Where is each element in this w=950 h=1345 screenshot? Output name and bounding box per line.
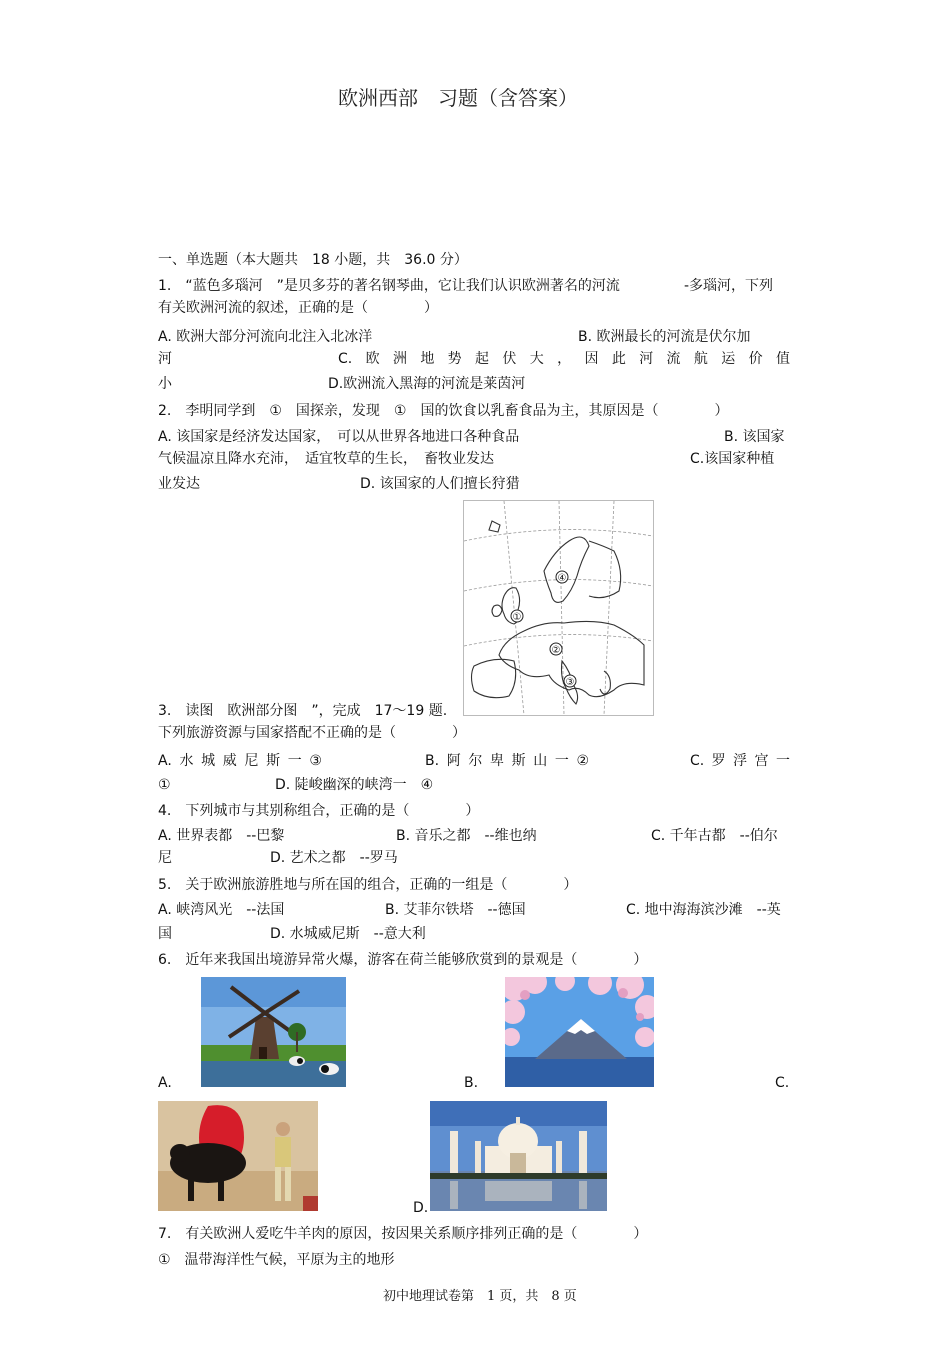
q1-option-c[interactable]: C. 欧 洲 地 势 起 伏 大 ， 因 此 河 流 航 运 价 值 xyxy=(338,351,790,367)
q6-label-d[interactable]: D. xyxy=(413,1200,429,1216)
q5-option-b[interactable]: B. 艾菲尔铁塔 --德国 xyxy=(385,902,526,918)
map-marker-4: ④ xyxy=(557,573,567,584)
bullfight-photo[interactable] xyxy=(158,1101,318,1211)
q2-option-a[interactable]: A. 该国家是经济发达国家， 可以从世界各地进口各种食品 xyxy=(158,429,520,445)
q1-option-b[interactable]: B. 欧洲最长的河流是伏尔加 xyxy=(578,329,751,345)
q4-option-c[interactable]: C. 千年古都 --伯尔 xyxy=(651,828,778,844)
q7-item-1: ① 温带海洋性气候，平原为主的地形 xyxy=(158,1252,395,1268)
q3-option-b[interactable]: B. 阿 尔 卑 斯 山 一 ② xyxy=(425,753,589,769)
q3-stem: 3. 读图 欧洲部分图 ”，完成 17～19 题. xyxy=(158,703,448,719)
q1-stem-line1-end: -多瑙河，下列 xyxy=(684,278,774,294)
europe-map xyxy=(463,500,654,716)
q2-option-b-cont: 气候温凉且降水充沛， 适宜牧草的生长， 畜牧业发达 xyxy=(158,451,494,467)
q3-option-c[interactable]: C. 罗 浮 宫 一 xyxy=(690,753,790,769)
q5-option-a[interactable]: A. 峡湾风光 --法国 xyxy=(158,902,285,918)
q3-stem-line2: 下列旅游资源与国家搭配不正确的是（ ） xyxy=(158,725,466,741)
page-footer: 初中地理试卷第 1 页，共 8 页 xyxy=(383,1289,577,1304)
q4-stem: 4. 下列城市与其别称组合，正确的是（ ） xyxy=(158,803,480,819)
q1-option-a[interactable]: A. 欧洲大部分河流向北注入北冰洋 xyxy=(158,329,373,345)
q7-stem: 7. 有关欧洲人爱吃牛羊肉的原因，按因果关系顺序排列正确的是（ ） xyxy=(158,1226,648,1242)
taj-mahal-photo[interactable] xyxy=(430,1101,607,1211)
windmill-photo[interactable] xyxy=(201,977,346,1087)
q5-option-d[interactable]: D. 水城威尼斯 --意大利 xyxy=(270,926,426,942)
q1-option-d[interactable]: D.欧洲流入黑海的河流是莱茵河 xyxy=(328,376,526,392)
q4-option-c-cont: 尼 xyxy=(158,850,172,866)
q3-option-d[interactable]: D. 陡峻幽深的峡湾一 ④ xyxy=(275,777,434,793)
map-marker-3: ③ xyxy=(565,677,575,688)
q4-option-d[interactable]: D. 艺术之都 --罗马 xyxy=(270,850,398,866)
q1-option-c-cont: 小 xyxy=(158,376,172,392)
q2-option-b[interactable]: B. 该国家 xyxy=(724,429,785,445)
q1-stem-line1: 1. “蓝色多瑙河 ”是贝多芬的著名钢琴曲，它让我们认识欧洲著名的河流 xyxy=(158,278,620,294)
q5-stem: 5. 关于欧洲旅游胜地与所在国的组合，正确的一组是（ ） xyxy=(158,877,578,893)
map-marker-1: ① xyxy=(512,612,522,623)
q4-option-b[interactable]: B. 音乐之都 --维也纳 xyxy=(396,828,537,844)
q5-option-c-cont: 国 xyxy=(158,926,172,942)
mount-fuji-cherry-blossom-photo[interactable] xyxy=(505,977,654,1087)
q3-option-a[interactable]: A. 水 城 威 尼 斯 一 ③ xyxy=(158,753,322,769)
q4-option-a[interactable]: A. 世界表都 --巴黎 xyxy=(158,828,285,844)
page-title: 欧洲西部 习题（含答案） xyxy=(338,86,578,110)
q6-label-b[interactable]: B. xyxy=(464,1075,479,1091)
q2-stem: 2. 李明同学到 ① 国探亲，发现 ① 国的饮食以乳畜食品为主，其原因是（ ） xyxy=(158,403,729,419)
q6-label-a[interactable]: A. xyxy=(158,1075,172,1091)
q2-option-c[interactable]: C.该国家种植 xyxy=(690,451,775,467)
q2-option-c-cont: 业发达 xyxy=(158,476,200,492)
q6-label-c[interactable]: C. xyxy=(775,1075,790,1091)
map-marker-2: ② xyxy=(551,645,561,656)
section-header: 一、单选题（本大题共 18 小题，共 36.0 分） xyxy=(158,252,468,268)
q3-option-c-cont: ① xyxy=(158,777,171,793)
q1-option-b-cont: 河 xyxy=(158,351,172,367)
q6-stem: 6. 近年来我国出境游异常火爆，游客在荷兰能够欣赏到的景观是（ ） xyxy=(158,952,648,968)
q1-stem-line2: 有关欧洲河流的叙述，正确的是（ ） xyxy=(158,300,438,316)
q2-option-d[interactable]: D. 该国家的人们擅长狩猎 xyxy=(360,476,520,492)
q5-option-c[interactable]: C. 地中海海滨沙滩 --英 xyxy=(626,902,781,918)
